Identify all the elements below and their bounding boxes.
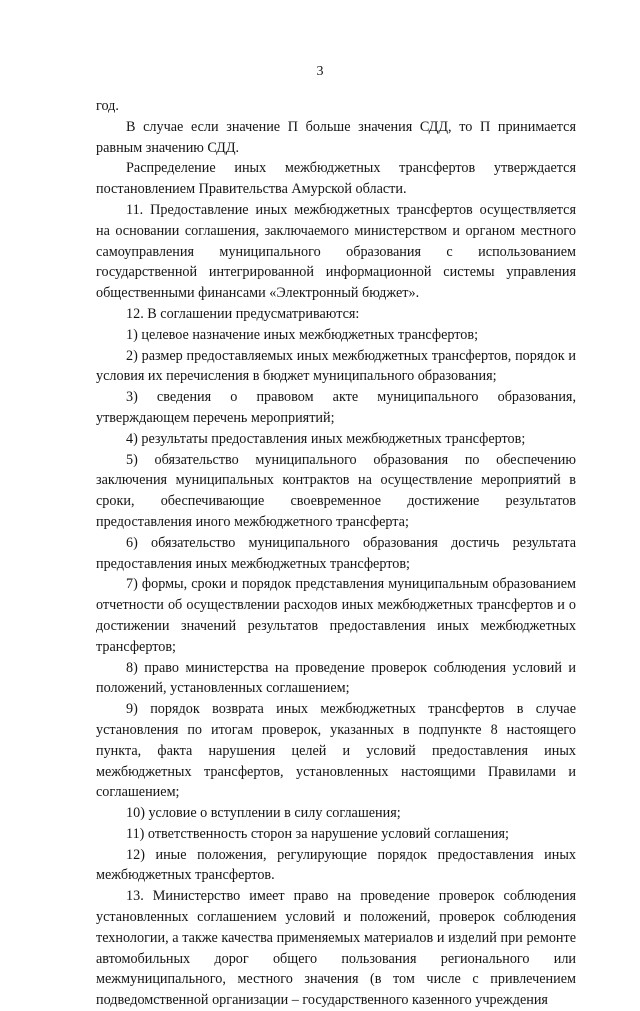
document-body: [96, 96, 576, 1011]
list-item-5: 5) обязательство муниципального образования по обеспечению заключения муниципальных контрактов на осуществление мероприятий в сроки, обеспечивающие своевременное достижение результатов предоставления иного межбюджетного трансферта;: [96, 451, 576, 530]
paragraph-distribution-approval: Распределение иных межбюджетных трансфертов утверждается постановлением Правительства Амурской области.: [96, 160, 576, 198]
list-item-9: 9) порядок возврата иных межбюджетных трансфертов в случае установления по итогам проверок, указанных в подпункте 8 настоящего пункта, факта нарушения целей и условий предоставления иных межбюджетных трансфертов, установленных настоящими Правилами и соглашением;: [96, 701, 576, 801]
list-item-11: 11) ответственность сторон за нарушение условий соглашения;: [126, 825, 509, 842]
list-item-4: 4) результаты предоставления иных межбюджетных трансфертов;: [126, 430, 526, 447]
paragraph-clause-11: 11. Предоставление иных межбюджетных трансфертов осуществляется на основании соглашения, заключаемого министерством и органом местного самоуправления муниципального образования с использованием государственной интегрированной информационной системы управления общественными финансами «Электронный бюджет».: [96, 201, 576, 302]
list-item-2: 2) размер предоставляемых иных межбюджетных трансфертов, порядок и условия их перечисления в бюджет муниципального образования;: [96, 347, 576, 385]
paragraph-clause-12: 12. В соглашении предусматриваются:: [126, 305, 360, 322]
paragraph-p-cap-rule: В случае если значение П больше значения СДД, то П принимается равным значению СДД.: [96, 118, 576, 156]
paragraph-clause-13: 13. Министерство имеет право на проведение проверок соблюдения установленных соглашением условий и положений, проверок соблюдения технологии, а также качества применяемых материалов и изделий при ремонте автомобильных дорог общего пользования регионального или межмуниципального, местного значения (в том числе с привлечением подведомственной организации – государственного казенного учреждения: [96, 888, 576, 1009]
list-item-3: 3) сведения о правовом акте муниципального образования, утверждающем перечень мероприятий;: [96, 389, 576, 426]
list-item-8: 8) право министерства на проведение проверок соблюдения условий и положений, установленных соглашением;: [96, 659, 576, 697]
page-number: 3: [316, 64, 324, 79]
list-item-7: 7) формы, сроки и порядок представления муниципальным образованием отчетности об осуществлении расходов иных межбюджетных трансфертов и о достижении значений результатов предоставления иных межбюджетных трансфертов;: [96, 576, 576, 655]
list-item-6: 6) обязательство муниципального образования достичь результата предоставления иных межбюджетных трансфертов;: [96, 534, 576, 572]
paragraph-year-end: год.: [96, 98, 119, 114]
list-item-10: 10) условие о вступлении в силу соглашения;: [126, 805, 401, 822]
list-item-1: 1) целевое назначение иных межбюджетных трансфертов;: [126, 326, 479, 343]
list-item-12: 12) иные положения, регулирующие порядок предоставления иных межбюджетных трансфертов.: [96, 846, 576, 884]
